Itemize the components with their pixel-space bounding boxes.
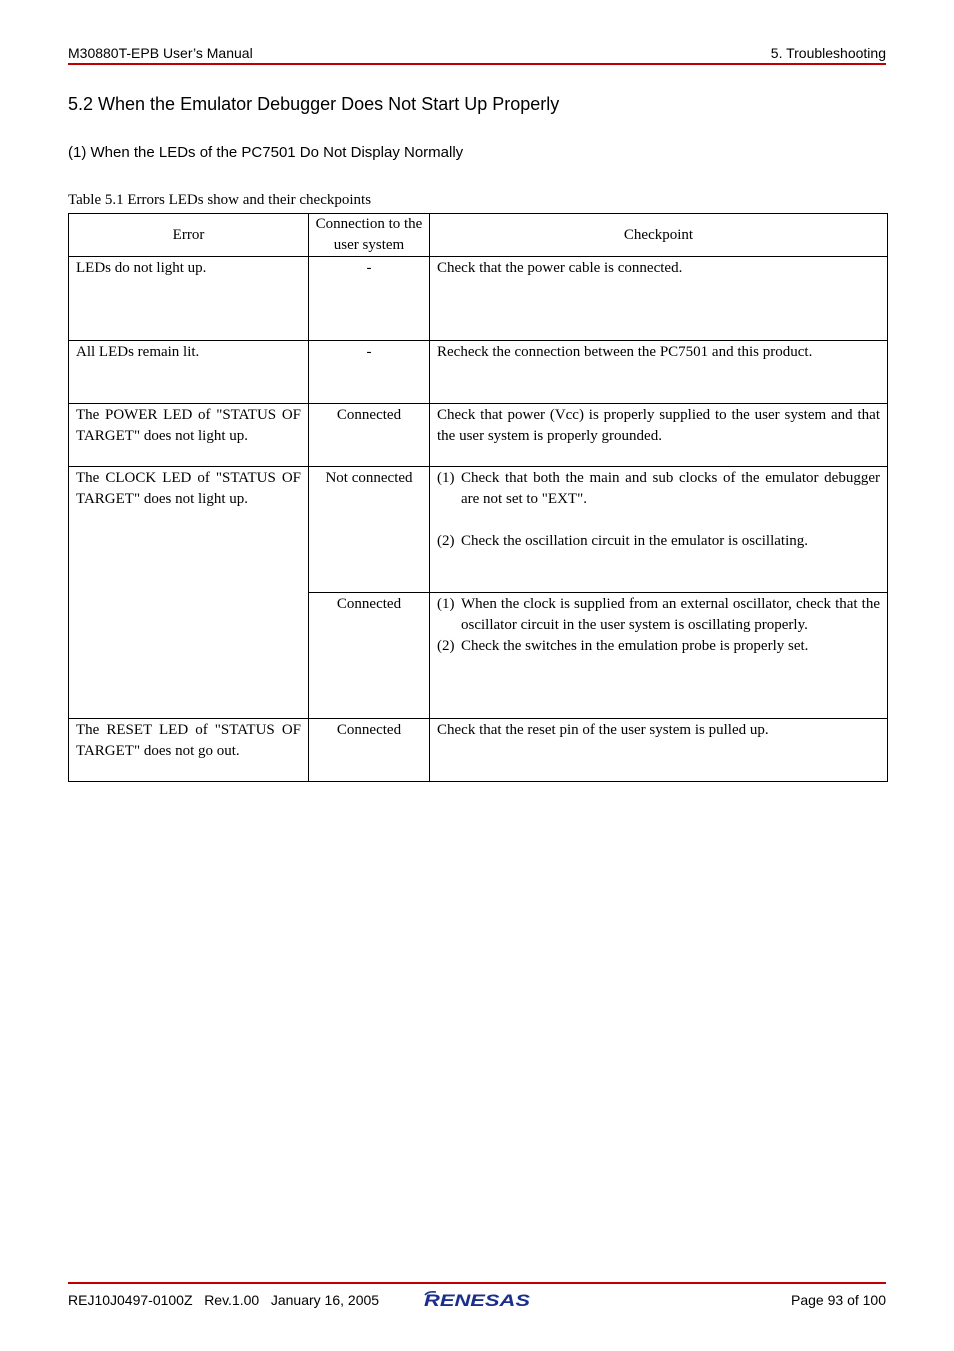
item-text: Check the oscillation circuit in the emulator is oscillating. (461, 533, 808, 549)
connection-cell: Connected (309, 404, 430, 467)
checkpoint-cell: Check that the reset pin of the user system is pulled up. (430, 719, 888, 782)
checkpoint-item (437, 468, 880, 510)
connection-cell: - (309, 341, 430, 404)
table-row (69, 257, 888, 341)
table-row (69, 719, 888, 782)
header-checkpoint: Checkpoint (430, 214, 888, 257)
errors-table (68, 213, 888, 782)
renesas-logo (422, 1290, 534, 1315)
connection-cell: Connected (309, 719, 430, 782)
item-number: (1) (437, 596, 455, 612)
error-cell: All LEDs remain lit. (69, 341, 309, 404)
checkpoint-cell (430, 467, 888, 593)
error-cell: The CLOCK LED of "STATUS OF TARGET" does not light up. (69, 467, 309, 719)
checkpoint-item (437, 531, 880, 552)
item-text: Check the switches in the emulation probe is properly set. (461, 638, 809, 654)
item-number: (1) (437, 470, 455, 486)
connection-cell: Not connected (309, 467, 430, 593)
header-error: Error (69, 214, 309, 257)
table-header-row (69, 214, 888, 257)
item-number: (2) (437, 533, 455, 549)
item-text: Check that both the main and sub clocks of the emulator debugger are not set to "EXT". (461, 470, 880, 507)
item-text: When the clock is supplied from an external oscillator, check that the oscillator circuit in the user system is oscillating properly. (461, 596, 880, 633)
subsection-title: (1) When the LEDs of the PC7501 Do Not Display Normally (68, 144, 464, 161)
checkpoint-cell: Recheck the connection between the PC7501 and this product. (430, 341, 888, 404)
footer-rule (68, 1282, 886, 1284)
checkpoint-item (437, 636, 880, 657)
connection-cell: Connected (309, 593, 430, 719)
table-row (69, 467, 888, 593)
header-rule (68, 63, 886, 65)
error-cell: The POWER LED of "STATUS OF TARGET" does not light up. (69, 404, 309, 467)
logo-wordmark: RENESAS (424, 1291, 531, 1310)
checkpoint-cell (430, 593, 888, 719)
table-caption: Table 5.1 Errors LEDs show and their checkpoints (68, 192, 372, 208)
item-number: (2) (437, 638, 455, 654)
checkpoint-cell: Check that power (Vcc) is properly supplied to the user system and that the user system is properly grounded. (430, 404, 888, 467)
error-cell: LEDs do not light up. (69, 257, 309, 341)
header-chapter: 5. Troubleshooting (770, 45, 886, 61)
header-connection: Connection to the user system (309, 214, 430, 257)
footer-doc-info: REJ10J0497-0100Z Rev.1.00 January 16, 2005 (68, 1292, 380, 1308)
connection-cell: - (309, 257, 430, 341)
footer-page-number: Page 93 of 100 (791, 1292, 886, 1308)
checkpoint-cell: Check that the power cable is connected. (430, 257, 888, 341)
table-row (69, 404, 888, 467)
checkpoint-item (437, 594, 880, 636)
section-title: 5.2 When the Emulator Debugger Does Not Start Up Properly (68, 94, 560, 114)
header-manual-title: M30880T-EPB User’s Manual (68, 45, 253, 61)
error-cell: The RESET LED of "STATUS OF TARGET" does not go out. (69, 719, 309, 782)
table-row (69, 341, 888, 404)
